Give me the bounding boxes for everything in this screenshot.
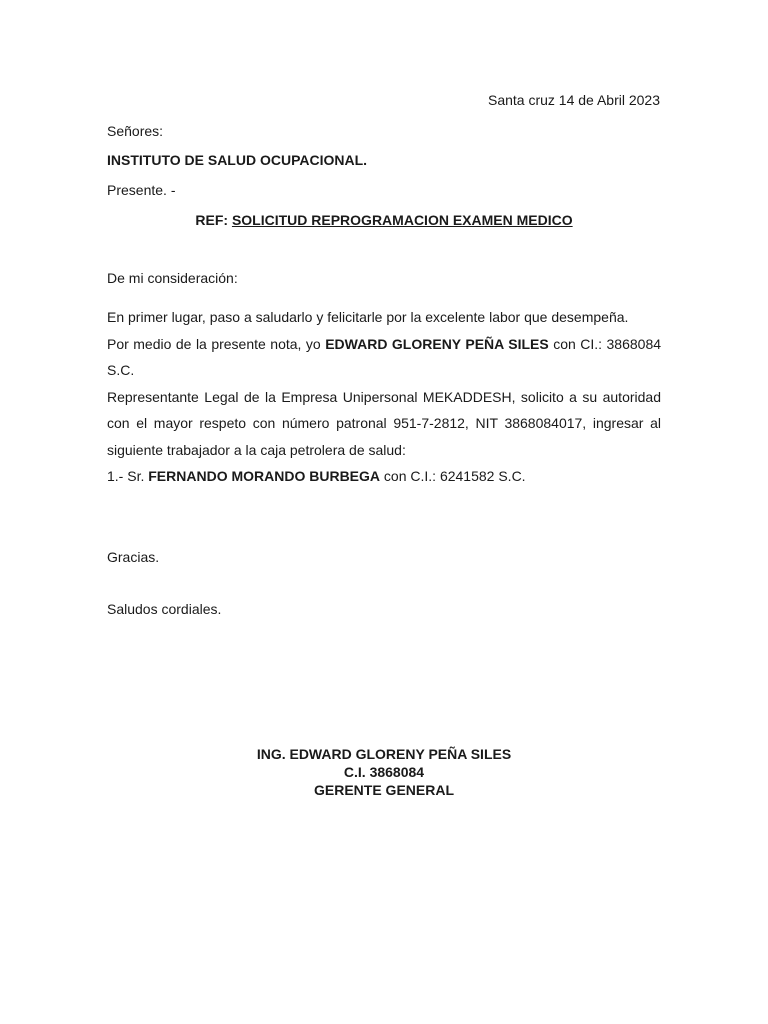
body-paragraph-request: Representante Legal de la Empresa Unipersonal MEKADDESH, solicito a su autoridad con el mayor respeto con número patronal 951-7-2812, NIT 3868084017, ingresar al siguiente trabajador a la caja petrolera de salud:	[107, 388, 661, 458]
letter-body	[107, 304, 661, 490]
worker-ci: con C.I.: 6241582 S.C.	[383, 468, 526, 484]
salutation: Señores:	[107, 123, 164, 139]
signature-name: ING. EDWARD GLORENY PEÑA SILES	[256, 746, 512, 762]
reference-line	[107, 211, 661, 229]
recipient-institution: INSTITUTO DE SALUD OCUPACIONAL.	[107, 152, 368, 168]
thanks-line: Gracias.	[107, 549, 160, 565]
ref-label: REF:	[195, 212, 229, 228]
consideracion-line: De mi consideración:	[107, 270, 238, 286]
letter-date: Santa cruz 14 de Abril 2023	[487, 92, 660, 108]
identity-ci: con CI.: 3868084 S.C.	[107, 335, 662, 378]
signature-block	[107, 745, 661, 799]
body-paragraph-identity	[107, 331, 661, 384]
ref-subject: SOLICITUD REPROGRAMACION EXAMEN MEDICO	[231, 212, 573, 228]
signature-title: GERENTE GENERAL	[313, 782, 454, 798]
identity-name: EDWARD GLORENY PEÑA SILES	[325, 335, 549, 352]
presente-line: Presente. -	[107, 182, 176, 198]
worker-name: FERNANDO MORANDO BURBEGA	[148, 468, 381, 484]
body-paragraph-greeting: En primer lugar, paso a saludarlo y felicitarle por la excelente labor que desempeña.	[107, 309, 629, 325]
identity-intro: Por medio de la presente nota, yo	[107, 335, 321, 352]
signature-ci: C.I. 3868084	[343, 764, 425, 780]
worker-item-prefix: 1.- Sr.	[107, 468, 145, 484]
closing-line: Saludos cordiales.	[107, 601, 222, 617]
worker-list-item	[107, 463, 661, 490]
